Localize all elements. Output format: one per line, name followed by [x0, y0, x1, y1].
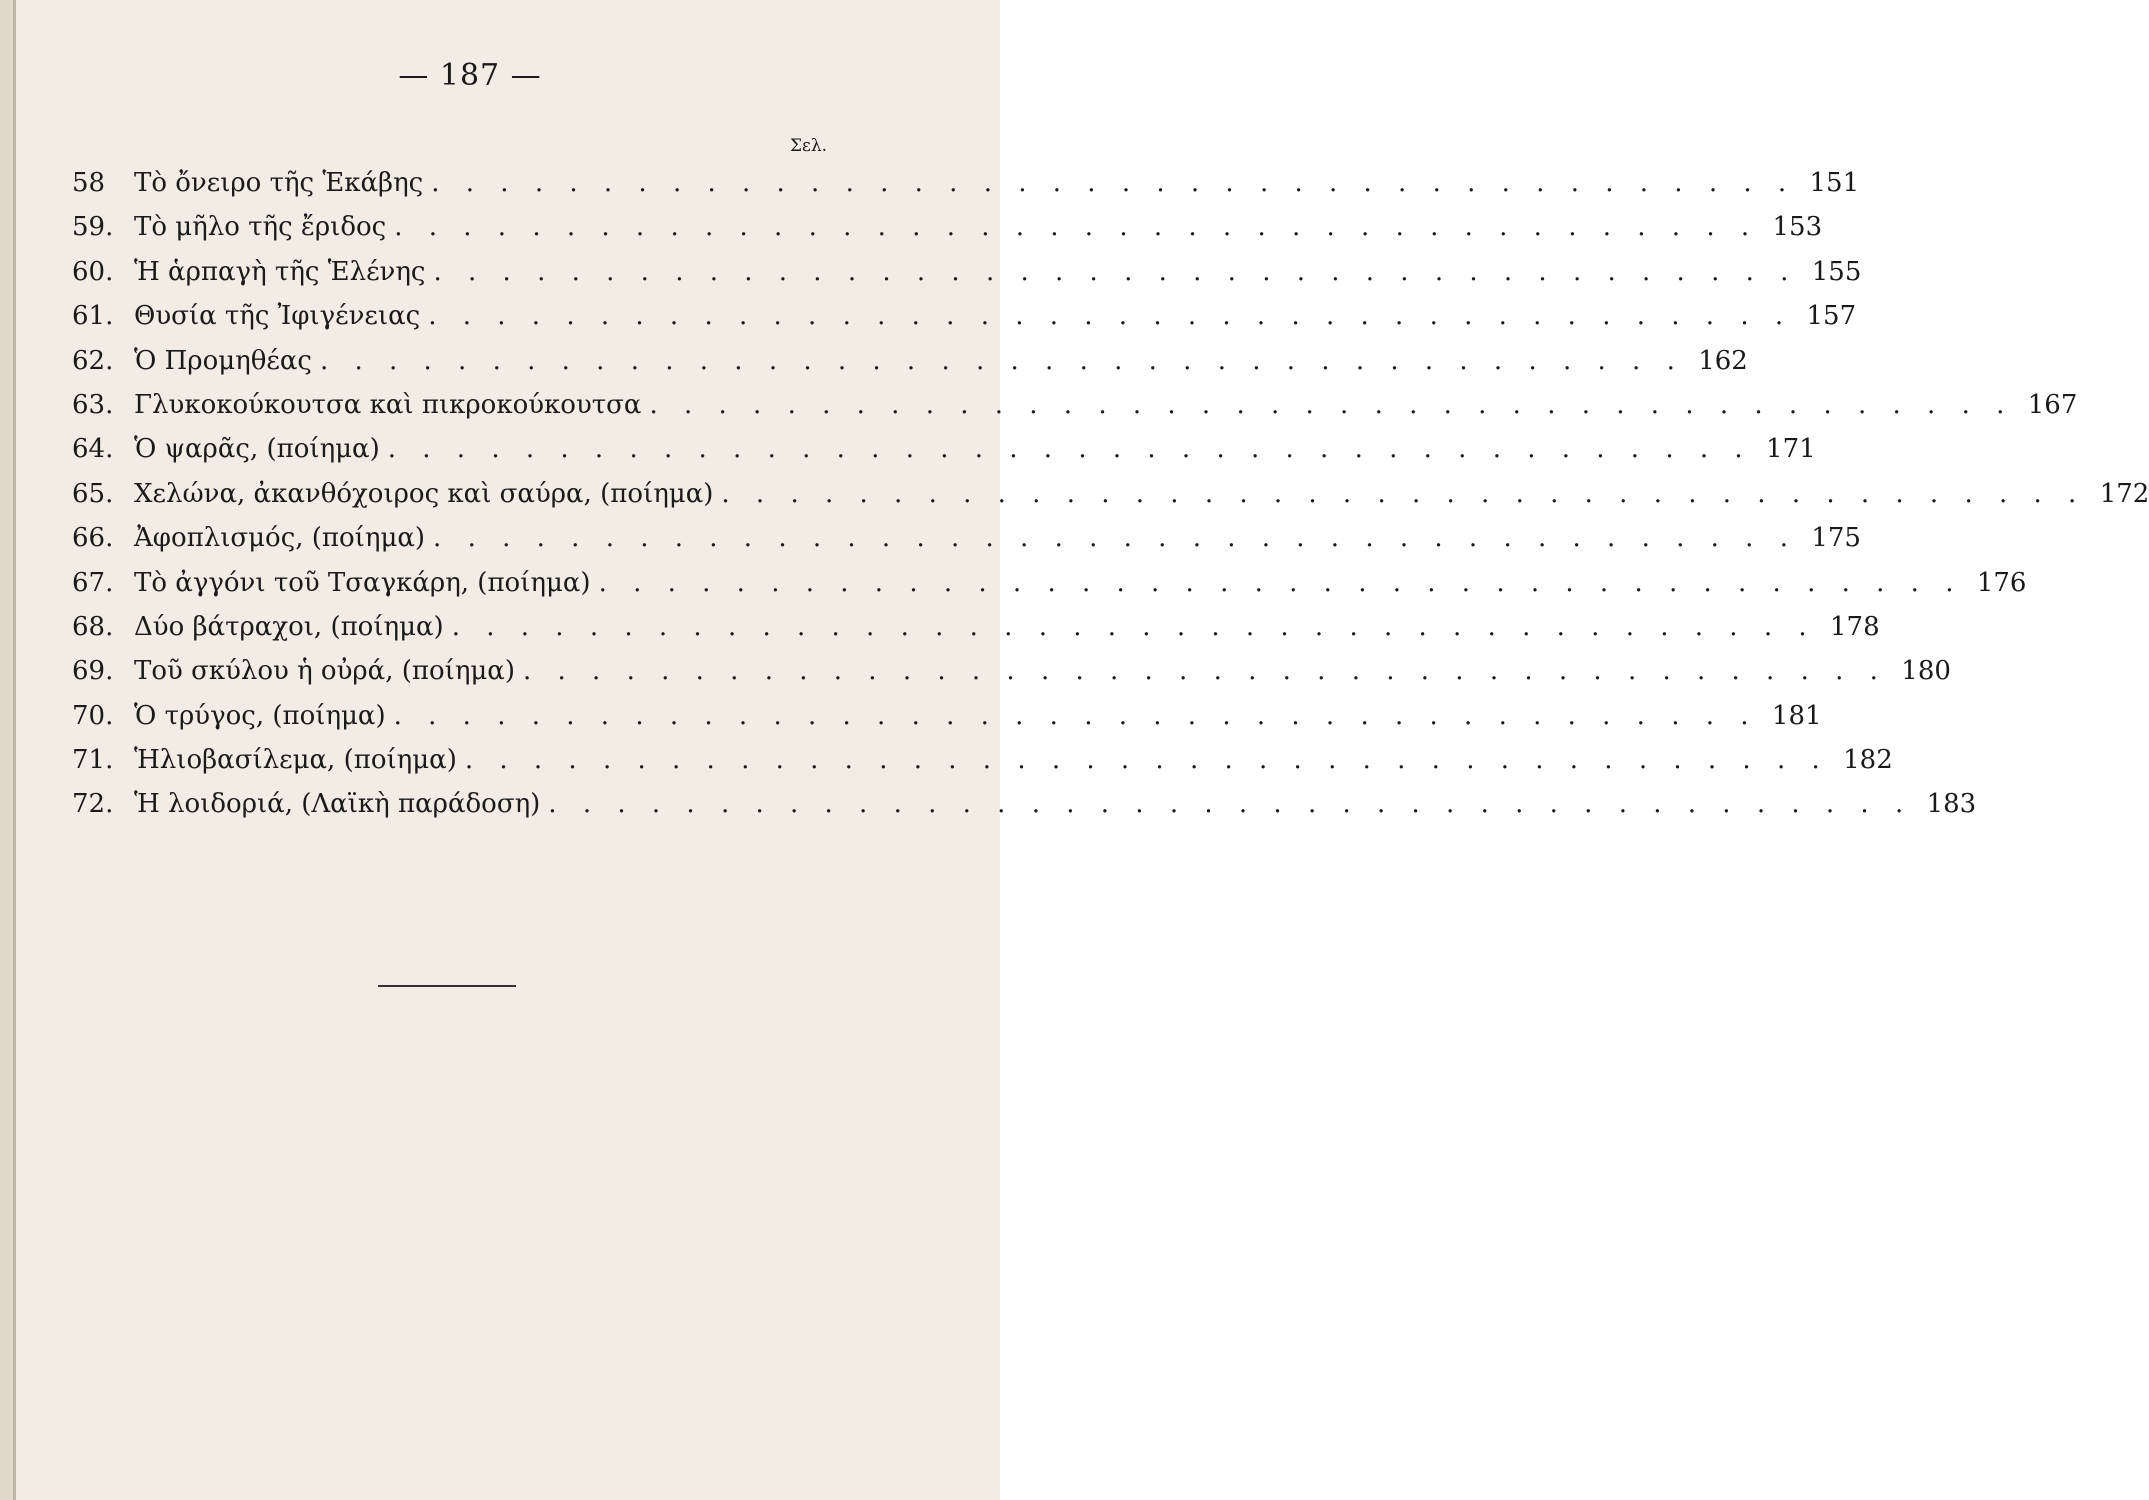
toc-entry-number: 60. — [72, 256, 114, 287]
toc-entry — [72, 256, 1862, 301]
toc-entry-title: Χελώνα, ἀκανθόχοιρος καὶ σαύρα, (ποίημα) — [134, 478, 714, 509]
toc-entry — [72, 212, 1823, 256]
toc-entry — [72, 656, 1951, 700]
toc-entry-page: 183 — [1926, 789, 1977, 820]
toc-entry-page: 155 — [1811, 256, 1862, 287]
toc-leader-dots: . . . . . . . . . . . . . . . . . . . . . . . . . . . . . . . . . . . . . . . . — [598, 567, 1963, 598]
toc-entry-title: Ἀφοπλισμός, (ποίημα) — [134, 523, 426, 554]
toc-leader-dots: . . . . . . . . . . . . . . . . . . . . . . . . . . . . . . . . . . . . . . . . — [523, 656, 1887, 687]
toc-entry — [72, 567, 2027, 612]
toc-entry-title: Τὸ ἀγγόνι τοῦ Τσαγκάρη, (ποίημα) — [134, 567, 591, 598]
toc-leader-dots: . . . . . . . . . . . . . . . . . . . . . . . . . . . . . . . . . . . . . . . . — [721, 478, 2086, 509]
toc-entry — [72, 745, 1893, 789]
toc-leader-dots: . . . . . . . . . . . . . . . . . . . . . . . . . . . . . . . . . . . . . . . . — [319, 345, 1684, 376]
toc-entry — [72, 434, 1816, 478]
toc-leader-dots: . . . . . . . . . . . . . . . . . . . . . . . . . . . . . . . . . . . . . . . . — [394, 212, 1759, 243]
toc-entry — [72, 611, 1880, 656]
toc-entry-number: 58 — [72, 168, 106, 198]
toc-entry-title: Ἡλιοβασίλεμα, (ποίημα) — [134, 745, 457, 776]
toc-entry-title: Ὁ τρύγος, (ποίημα) — [134, 700, 386, 731]
toc-entry-title: Ἡ λοιδοριά, (Λαϊκὴ παράδοση) — [134, 789, 541, 820]
toc-entry-title: Ὁ Προμηθέας — [134, 345, 312, 376]
toc-entry-title: Ὁ ψαρᾶς, (ποίημα) — [134, 434, 380, 465]
toc-entry-page: 175 — [1811, 523, 1861, 554]
toc-entry — [72, 700, 1822, 745]
toc-entry-title: Γλυκοκούκουτσα καὶ πικροκούκουτσα — [134, 389, 642, 420]
toc-leader-dots: . . . . . . . . . . . . . . . . . . . . . . . . . . . . . . . . . . . . . . . . — [464, 745, 1829, 776]
toc-entry-number: 69. — [72, 656, 114, 687]
toc-entry-page: 167 — [2027, 389, 2078, 420]
toc-entry-number: 67. — [72, 567, 114, 598]
toc-entry-page: 181 — [1771, 700, 1822, 731]
toc-entry-number: 59. — [72, 212, 114, 243]
toc-entry-number: 65. — [72, 478, 114, 509]
toc-entry — [72, 345, 1748, 390]
toc-entry-title: Τοῦ σκύλου ἡ οὐρά, (ποίημα) — [134, 656, 515, 687]
toc-entry-number: 72. — [72, 789, 114, 820]
toc-leader-dots: . . . . . . . . . . . . . . . . . . . . . . . . . . . . . . . . . . . . . . . . — [387, 434, 1752, 465]
toc-entry — [72, 523, 1861, 567]
toc-entry-number: 64. — [72, 434, 114, 465]
page-column-header: Σελ. — [790, 136, 828, 156]
toc-entry-page: 172 — [2099, 478, 2149, 509]
toc-leader-dots: . . . . . . . . . . . . . . . . . . . . . . . . . . . . . . . . . . . . . . . . — [433, 523, 1797, 554]
toc-leader-dots: . . . . . . . . . . . . . . . . . . . . . . . . . . . . . . . . . . . . . . . . — [393, 700, 1758, 731]
toc-entry-page: 162 — [1698, 345, 1748, 376]
toc-entry-page: 182 — [1843, 745, 1893, 776]
table-of-contents — [72, 168, 2149, 834]
toc-entry — [72, 789, 1977, 833]
toc-entry-page: 157 — [1806, 301, 1857, 332]
end-rule — [378, 985, 516, 987]
toc-entry-page: 151 — [1809, 168, 1860, 198]
page-number: — 187 — — [398, 58, 542, 93]
toc-entry-title: Τὸ μῆλο τῆς ἔριδος — [134, 212, 387, 243]
toc-entry-page: 176 — [1976, 567, 2027, 598]
toc-entry-number: 61. — [72, 301, 114, 332]
toc-leader-dots: . . . . . . . . . . . . . . . . . . . . . . . . . . . . . . . . . . . . . . . . — [548, 789, 1913, 820]
toc-entry-title: Θυσία τῆς Ἰφιγένειας — [134, 301, 421, 332]
toc-entry-number: 66. — [72, 523, 114, 554]
toc-leader-dots: . . . . . . . . . . . . . . . . . . . . . . . . . . . . . . . . . . . . . . . . — [428, 301, 1793, 332]
toc-leader-dots: . . . . . . . . . . . . . . . . . . . . . . . . . . . . . . . . . . . . . . . . — [649, 389, 2014, 420]
toc-entry-number: 62. — [72, 345, 114, 376]
toc-entry-title: Δύο βάτραχοι, (ποίημα) — [134, 611, 444, 642]
page-edge — [0, 0, 16, 1500]
toc-entry — [72, 301, 1857, 345]
toc-entry-page: 153 — [1772, 212, 1823, 243]
toc-leader-dots: . . . . . . . . . . . . . . . . . . . . . . . . . . . . . . . . . . . . . . . . — [431, 168, 1796, 198]
toc-entry-page: 180 — [1901, 656, 1951, 687]
toc-leader-dots: . . . . . . . . . . . . . . . . . . . . . . . . . . . . . . . . . . . . . . . . — [433, 256, 1798, 287]
toc-leader-dots: . . . . . . . . . . . . . . . . . . . . . . . . . . . . . . . . . . . . . . . . — [451, 611, 1816, 642]
toc-entry — [72, 478, 2149, 523]
toc-entry-number: 70. — [72, 700, 114, 731]
toc-entry — [72, 389, 2078, 434]
toc-entry-number: 71. — [72, 745, 114, 776]
toc-entry — [72, 168, 1860, 212]
toc-entry-number: 68. — [72, 611, 114, 642]
toc-entry-page: 178 — [1829, 611, 1880, 642]
toc-entry-title: Ἡ ἁρπαγὴ τῆς Ἑλένης — [134, 256, 426, 287]
toc-entry-number: 63. — [72, 389, 114, 420]
toc-entry-title: Τὸ ὄνειρο τῆς Ἑκάβης — [134, 168, 424, 198]
toc-entry-page: 171 — [1766, 434, 1816, 465]
